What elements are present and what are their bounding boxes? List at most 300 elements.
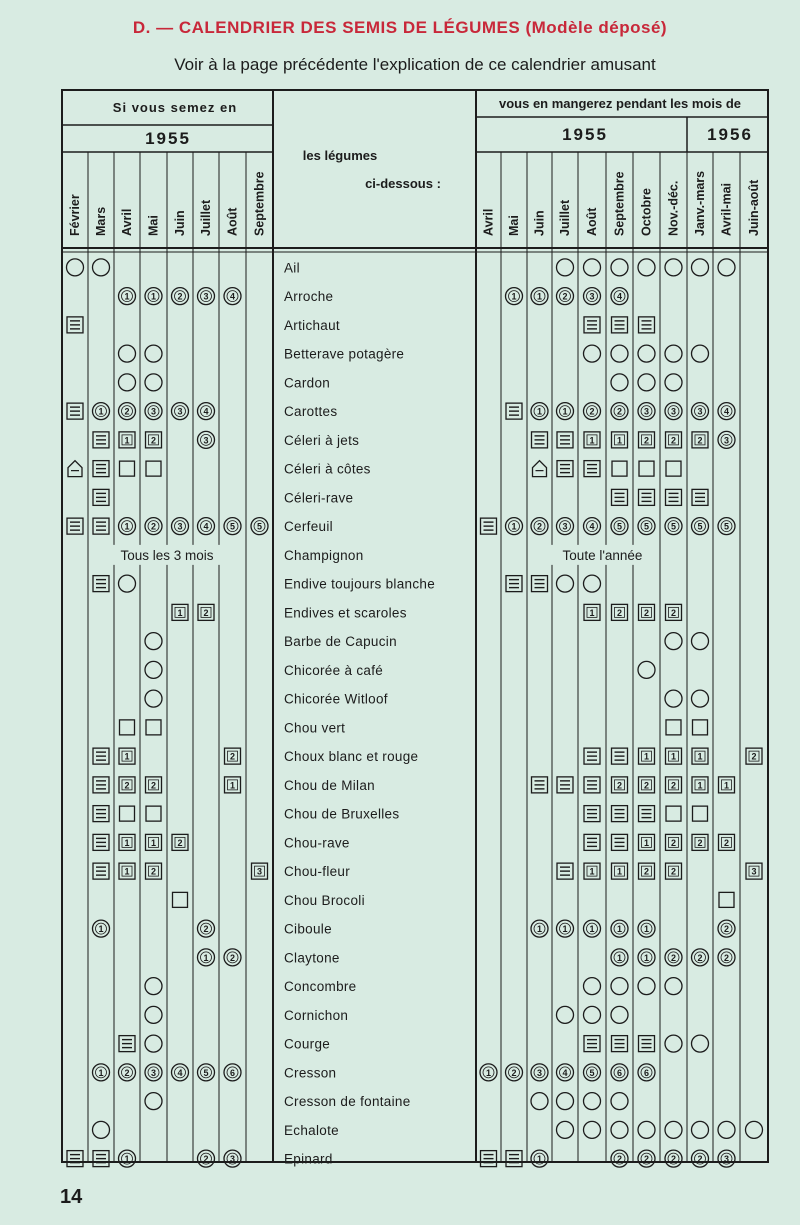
svg-text:2: 2 [124, 780, 130, 791]
calendar-symbol [93, 1151, 109, 1167]
calendar-symbol [612, 834, 628, 850]
calendar-symbol [584, 432, 600, 448]
svg-text:2: 2 [643, 866, 650, 877]
calendar-symbol [665, 374, 682, 391]
svg-text:2: 2 [643, 1154, 650, 1165]
calendar-symbol [481, 518, 497, 534]
svg-text:2: 2 [670, 435, 677, 446]
calendar-symbol [557, 920, 574, 937]
calendar-symbol [612, 604, 628, 620]
calendar-symbol [557, 1006, 574, 1023]
calendar-symbol [531, 288, 548, 305]
svg-text:2: 2 [643, 780, 650, 791]
calendar-symbol [666, 461, 681, 476]
calendar-symbol [611, 949, 628, 966]
calendar-symbol [93, 920, 110, 937]
calendar-symbol [224, 949, 241, 966]
svg-text:6: 6 [643, 1067, 650, 1078]
page-number: 14 [60, 1186, 83, 1208]
sow-month-header: Avril [120, 208, 134, 236]
eat-month-header: Juin [532, 210, 547, 236]
svg-text:1: 1 [203, 952, 209, 963]
calendar-symbol [665, 518, 682, 535]
calendar-symbol [638, 403, 655, 420]
calendar-symbol [639, 604, 655, 620]
vegetable-name: Courge [284, 1036, 331, 1052]
calendar-symbol [119, 432, 135, 448]
svg-text:2: 2 [616, 607, 623, 618]
vegetable-name: Cornichon [284, 1007, 349, 1023]
svg-text:1: 1 [589, 924, 595, 935]
calendar-symbol [506, 403, 522, 419]
svg-text:4: 4 [616, 291, 623, 302]
calendar-symbol [532, 432, 548, 448]
svg-text:4: 4 [229, 291, 236, 302]
calendar-symbol [93, 489, 109, 505]
calendar-symbol [611, 1150, 628, 1167]
calendar-symbol [198, 1150, 215, 1167]
calendar-symbol [557, 259, 574, 276]
calendar-symbol [612, 1036, 628, 1052]
vegetable-name: Céleri à jets [284, 432, 360, 448]
vegetable-name: Champignon [284, 547, 364, 563]
calendar-symbol [639, 461, 654, 476]
calendar-symbol [145, 633, 162, 650]
calendar-symbol [611, 1064, 628, 1081]
calendar-symbol [718, 1150, 735, 1167]
eat-note: Toute l'année [562, 547, 643, 563]
svg-text:2: 2 [203, 607, 209, 618]
calendar-symbol [612, 432, 628, 448]
calendar-symbol [666, 720, 681, 735]
calendar-symbol [119, 863, 135, 879]
calendar-symbol [146, 432, 162, 448]
calendar-symbol [611, 374, 628, 391]
calendar-symbol [198, 518, 215, 535]
calendar-symbol [251, 518, 268, 535]
calendar-symbol [506, 1064, 523, 1081]
calendar-symbol [612, 777, 628, 793]
calendar-symbol [93, 748, 109, 764]
calendar-symbol [119, 575, 136, 592]
calendar-symbol [145, 978, 162, 995]
svg-text:1: 1 [124, 837, 130, 848]
vegetable-name: Concombre [284, 979, 357, 995]
calendar-symbol [145, 1093, 162, 1110]
svg-text:2: 2 [177, 291, 183, 302]
eat-year-1956: 1956 [707, 125, 753, 144]
calendar-symbol [665, 1035, 682, 1052]
calendar-symbol [639, 834, 655, 850]
calendar-symbol [225, 777, 241, 793]
eat-month-header: Mai [507, 215, 521, 236]
calendar-symbol [557, 403, 574, 420]
calendar-symbol [638, 920, 655, 937]
eat-month-header: Avril [481, 208, 496, 236]
calendar-symbol [557, 288, 574, 305]
calendar-symbol [146, 806, 161, 821]
calendar-symbol [93, 806, 109, 822]
svg-text:1: 1 [723, 780, 730, 791]
svg-text:1: 1 [124, 866, 130, 877]
svg-text:2: 2 [203, 1154, 209, 1165]
svg-text:3: 3 [751, 866, 757, 877]
calendar-symbol [532, 576, 548, 592]
svg-text:4: 4 [177, 1067, 183, 1078]
svg-text:3: 3 [177, 521, 183, 532]
calendar-symbol [719, 834, 735, 850]
eat-year-1955: 1955 [562, 125, 608, 144]
calendar-symbol [639, 748, 655, 764]
svg-text:5: 5 [256, 521, 263, 532]
calendar-symbol [719, 892, 734, 907]
calendar-symbol [93, 1121, 110, 1138]
svg-text:3: 3 [256, 866, 263, 877]
vegetable-name: Cresson de fontaine [284, 1094, 411, 1110]
calendar-symbol [224, 1150, 241, 1167]
calendar-symbol [146, 834, 162, 850]
svg-text:1: 1 [536, 406, 543, 417]
svg-text:3: 3 [150, 1067, 157, 1078]
calendar-symbol [665, 1150, 682, 1167]
calendar-symbol [666, 489, 682, 505]
eat-month-header: Janv.-mars [693, 170, 707, 236]
vegetable-name: Cardon [284, 375, 331, 391]
calendar-symbol [119, 1150, 136, 1167]
calendar-symbol [692, 1121, 709, 1138]
svg-text:1: 1 [124, 435, 130, 446]
sow-year: 1955 [145, 129, 191, 148]
svg-text:2: 2 [670, 780, 677, 791]
svg-text:1: 1 [229, 780, 236, 791]
svg-text:1: 1 [536, 924, 543, 935]
calendar-symbol [692, 748, 708, 764]
vegetable-name: Chicorée à café [284, 662, 384, 678]
calendar-symbol [67, 259, 84, 276]
svg-text:3: 3 [723, 435, 730, 446]
calendar-symbol [531, 1150, 548, 1167]
calendar-symbol [557, 777, 573, 793]
calendar-symbol [557, 1064, 574, 1081]
calendar-symbol [172, 834, 188, 850]
sow-month-header: Mars [94, 206, 108, 236]
calendar-symbol [584, 978, 601, 995]
vegetable-name: Chicorée Witloof [284, 691, 388, 707]
calendar-symbol [119, 1036, 135, 1052]
svg-text:2: 2 [697, 1154, 703, 1165]
calendar-symbol [145, 345, 162, 362]
calendar-symbol [120, 720, 135, 735]
vegetable-name: Barbe de Capucin [284, 634, 397, 650]
calendar-symbol [119, 777, 135, 793]
svg-text:1: 1 [536, 291, 543, 302]
calendar-symbol [584, 1121, 601, 1138]
calendar-symbol [67, 317, 83, 333]
sow-month-header: Février [68, 194, 82, 236]
svg-text:2: 2 [150, 521, 157, 532]
calendar-symbol [145, 1064, 162, 1081]
eat-month-header: Nov.-déc. [666, 180, 681, 236]
calendar-symbol [638, 259, 655, 276]
calendar-symbol [612, 489, 628, 505]
calendar-symbol [665, 978, 682, 995]
svg-text:5: 5 [203, 1067, 209, 1078]
calendar-symbol [584, 317, 600, 333]
svg-text:2: 2 [177, 837, 183, 848]
svg-text:2: 2 [697, 952, 703, 963]
calendar-symbol [119, 374, 136, 391]
calendar-symbol [692, 633, 709, 650]
vegetable-name: Chou vert [284, 720, 346, 736]
vegetable-name: Céleri à côtes [284, 461, 371, 477]
calendar-symbol [692, 518, 709, 535]
calendar-symbol [638, 518, 655, 535]
eat-month-header: Septembre [612, 171, 627, 236]
calendar-symbol [224, 518, 241, 535]
calendar-symbol [665, 345, 682, 362]
vegetable-name: Chou-fleur [284, 864, 351, 880]
svg-text:5: 5 [670, 521, 677, 532]
svg-text:3: 3 [562, 521, 568, 532]
calendar-symbol [93, 834, 109, 850]
sow-month-header: Mai [146, 215, 161, 236]
calendar-symbol [611, 920, 628, 937]
calendar-symbol [692, 834, 708, 850]
calendar-symbol [506, 576, 522, 592]
sow-month-header: Juin [173, 210, 187, 236]
calendar-symbol [693, 720, 708, 735]
calendar-symbol [666, 432, 682, 448]
svg-text:2: 2 [670, 866, 677, 877]
calendar-symbol [145, 690, 162, 707]
svg-text:2: 2 [124, 406, 130, 417]
calendar-symbol [198, 431, 215, 448]
calendar-symbol [639, 863, 655, 879]
svg-text:3: 3 [177, 406, 183, 417]
calendar-symbol [612, 461, 627, 476]
calendar-symbol [172, 403, 189, 420]
calendar-symbol [638, 1150, 655, 1167]
calendar-symbol [692, 690, 709, 707]
calendar-symbol [611, 518, 628, 535]
vegetable-name: Arroche [284, 289, 334, 305]
svg-text:2: 2 [616, 1154, 623, 1165]
calendar-symbol [692, 777, 708, 793]
vegetable-name: Chou Brocoli [284, 892, 365, 908]
calendar-symbol [665, 949, 682, 966]
svg-text:2: 2 [124, 1067, 130, 1078]
svg-text:1: 1 [697, 751, 703, 762]
calendar-symbol [638, 978, 655, 995]
calendar-symbol [145, 403, 162, 420]
svg-text:1: 1 [643, 924, 650, 935]
calendar-symbol [665, 1121, 682, 1138]
svg-text:3: 3 [723, 1154, 730, 1165]
calendar-symbol [119, 288, 136, 305]
calendar-symbol [531, 920, 548, 937]
svg-text:2: 2 [670, 607, 677, 618]
calendar-symbol [612, 863, 628, 879]
calendar-symbol [611, 403, 628, 420]
svg-text:1: 1 [616, 952, 623, 963]
calendar-symbol [718, 518, 735, 535]
calendar-symbol [145, 661, 162, 678]
svg-text:2: 2 [643, 607, 650, 618]
svg-text:1: 1 [589, 435, 595, 446]
calendar-symbol [480, 1064, 497, 1081]
calendar-symbol [584, 604, 600, 620]
calendar-symbol [746, 748, 762, 764]
svg-text:2: 2 [670, 952, 677, 963]
calendar-symbol [532, 777, 548, 793]
calendar-symbol [639, 1036, 655, 1052]
svg-text:1: 1 [98, 924, 104, 935]
calendar-symbol [665, 690, 682, 707]
calendar-symbol [584, 806, 600, 822]
calendar-symbol [611, 1093, 628, 1110]
svg-text:2: 2 [511, 1067, 517, 1078]
calendar-symbol [639, 489, 655, 505]
svg-text:1: 1 [670, 751, 677, 762]
svg-text:2: 2 [150, 866, 157, 877]
svg-text:1: 1 [589, 866, 595, 877]
svg-text:1: 1 [511, 521, 517, 532]
svg-text:1: 1 [643, 751, 650, 762]
svg-text:1: 1 [98, 406, 104, 417]
svg-text:3: 3 [670, 406, 677, 417]
calendar-symbol [93, 518, 109, 534]
calendar-symbol [145, 1006, 162, 1023]
calendar-symbol [611, 1121, 628, 1138]
svg-text:5: 5 [616, 521, 623, 532]
calendar-symbol [119, 345, 136, 362]
calendar-symbol [198, 604, 214, 620]
calendar-symbol [638, 374, 655, 391]
calendar-symbol [611, 259, 628, 276]
calendar-symbol [584, 834, 600, 850]
calendar-symbol [145, 374, 162, 391]
svg-text:4: 4 [723, 406, 730, 417]
calendar-symbol [692, 949, 709, 966]
table-border [62, 90, 768, 1165]
calendar-symbol [145, 1035, 162, 1052]
calendar-symbol [531, 403, 548, 420]
svg-text:1: 1 [124, 1154, 130, 1165]
vegetable-name: Cresson [284, 1065, 337, 1081]
calendar-symbol [584, 345, 601, 362]
calendar-symbol [224, 1064, 241, 1081]
calendar-symbol [665, 259, 682, 276]
page-subtitle: Voir à la page précédente l'explication de ce calendrier amusant [174, 55, 656, 74]
svg-text:3: 3 [536, 1067, 543, 1078]
svg-text:1: 1 [697, 780, 703, 791]
svg-text:1: 1 [124, 521, 130, 532]
calendar-symbol [666, 834, 682, 850]
calendar-symbol [93, 259, 110, 276]
svg-text:1: 1 [562, 924, 568, 935]
calendar-symbol [68, 461, 82, 477]
vegetable-name: Choux blanc et rouge [284, 749, 419, 765]
calendar-symbol [146, 863, 162, 879]
eat-month-header: Octobre [639, 188, 654, 236]
svg-text:1: 1 [616, 435, 623, 446]
calendar-symbol [638, 661, 655, 678]
calendar-symbol [557, 575, 574, 592]
calendar-symbol [93, 777, 109, 793]
calendar-symbol [146, 461, 161, 476]
calendar-symbol [67, 1151, 83, 1167]
vegetable-name: Chou de Bruxelles [284, 806, 400, 822]
calendar-symbol [172, 1064, 189, 1081]
svg-text:3: 3 [589, 291, 595, 302]
svg-text:2: 2 [697, 837, 703, 848]
calendar-symbol [692, 1150, 709, 1167]
calendar-symbol [481, 1151, 497, 1167]
calendar-symbol [611, 1006, 628, 1023]
eat-month-header: Juin-août [747, 179, 761, 236]
calendar-symbol [119, 1064, 136, 1081]
calendar-symbol [172, 604, 188, 620]
svg-text:5: 5 [643, 521, 650, 532]
calendar-symbol [146, 777, 162, 793]
eat-heading: vous en mangerez pendant les mois de [498, 96, 742, 111]
svg-text:1: 1 [150, 291, 157, 302]
svg-text:2: 2 [643, 435, 650, 446]
svg-text:2: 2 [589, 406, 595, 417]
svg-text:2: 2 [150, 780, 157, 791]
sow-heading: Si vous semez en [112, 100, 238, 115]
calendar-symbol [639, 317, 655, 333]
calendar-symbol [93, 461, 109, 477]
svg-text:1: 1 [124, 291, 130, 302]
calendar-symbol [119, 403, 136, 420]
sow-month-header: Août [225, 207, 240, 236]
svg-text:2: 2 [562, 291, 568, 302]
calendar-symbol [612, 317, 628, 333]
eat-month-header: Août [585, 207, 599, 236]
svg-text:3: 3 [150, 406, 157, 417]
svg-text:1: 1 [562, 406, 568, 417]
svg-text:1: 1 [536, 1154, 543, 1165]
eat-month-header: Juillet [558, 199, 572, 236]
svg-text:3: 3 [643, 406, 650, 417]
calendar-symbol [718, 1121, 735, 1138]
calendar-symbol [120, 461, 135, 476]
calendar-symbol [557, 1121, 574, 1138]
calendar-symbol [506, 288, 523, 305]
calendar-symbol [638, 949, 655, 966]
page-title: D. — CALENDRIER DES SEMIS DE LÉGUMES (Modèle déposé) [132, 18, 668, 37]
vegetable-name: Ciboule [284, 921, 332, 937]
calendar-symbol [119, 518, 136, 535]
calendar-symbol [666, 604, 682, 620]
svg-text:2: 2 [150, 435, 157, 446]
calendar-symbol [198, 288, 215, 305]
calendar-symbol [67, 518, 83, 534]
calendar-symbol [198, 403, 215, 420]
svg-text:1: 1 [616, 866, 623, 877]
calendar-symbol [584, 1036, 600, 1052]
calendar-symbol [692, 432, 708, 448]
calendar-symbol [557, 432, 573, 448]
svg-text:1: 1 [124, 751, 130, 762]
calendar-symbol [639, 432, 655, 448]
svg-text:2: 2 [616, 780, 623, 791]
calendar-symbol [718, 259, 735, 276]
sow-note: Tous les 3 mois [120, 547, 214, 563]
svg-text:1: 1 [98, 1067, 104, 1078]
svg-text:5: 5 [589, 1067, 595, 1078]
